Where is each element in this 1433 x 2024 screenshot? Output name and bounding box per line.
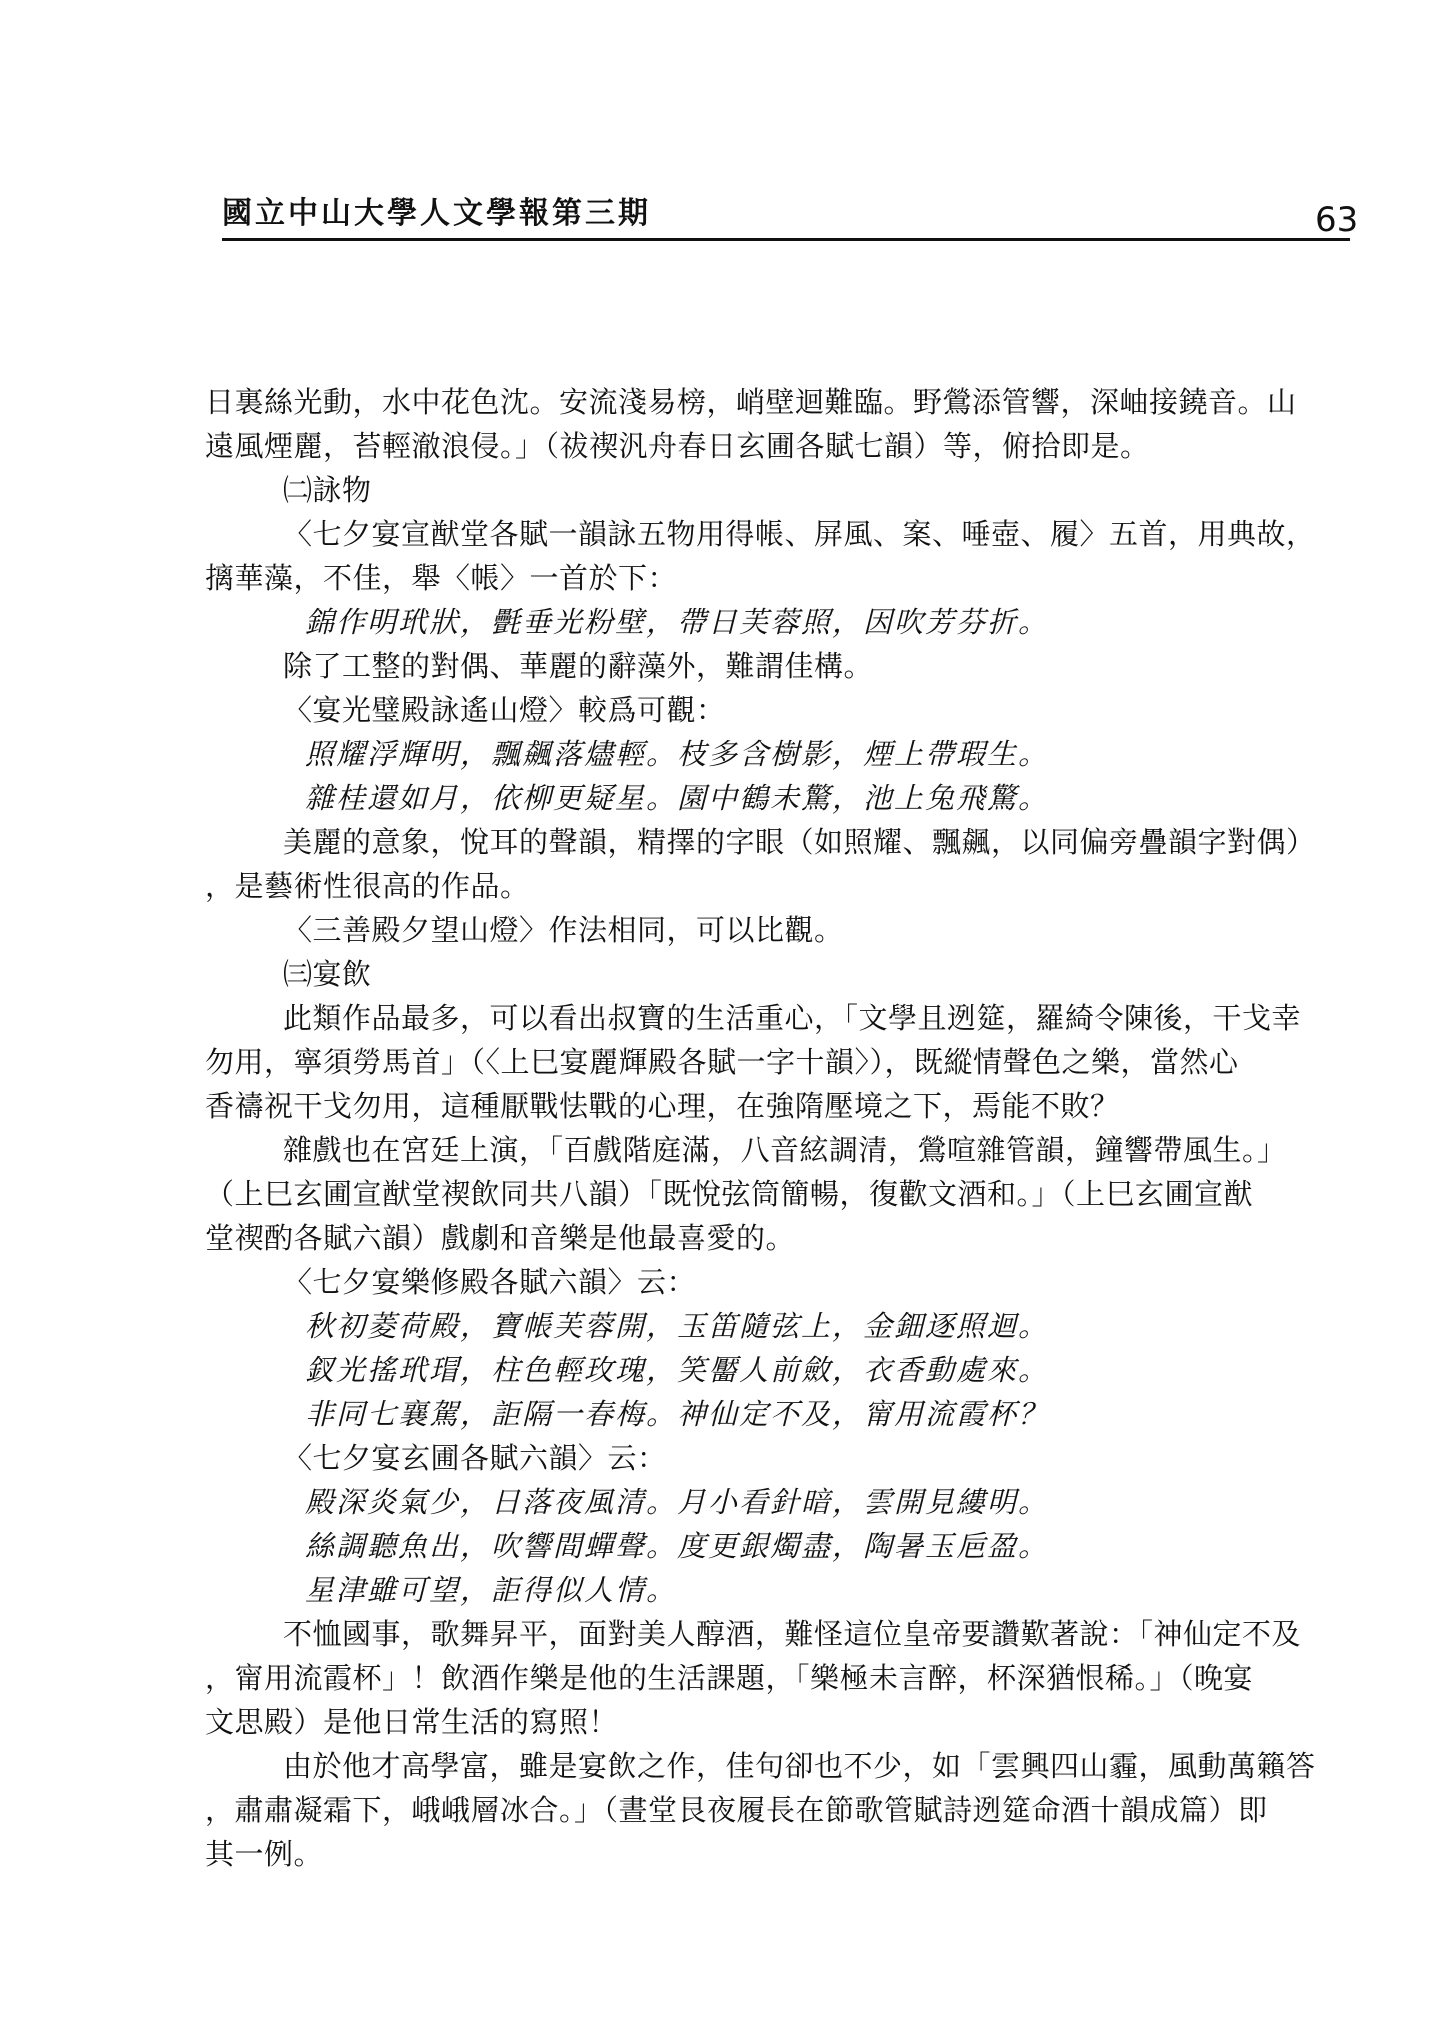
poem-line: 錦作明玳狀，㲲垂光粉壁，帶日芙蓉照，因吹芳芬折。 xyxy=(305,605,1050,639)
text-line: 摛華藻，不佳，舉〈帳〉一首於下： xyxy=(205,561,678,595)
page-number: 63 xyxy=(1315,200,1359,240)
text-line: （上巳玄圃宣猷堂禊飲同共八韻）「既悅弦筒簡暢，復歡文酒和。」（上巳玄圃宣猷 xyxy=(205,1177,1254,1211)
text-line: 〈七夕宴樂修殿各賦六韻〉云： xyxy=(283,1265,697,1299)
text-line: 此類作品最多，可以看出叔寶的生活重心，「文學且迾筵，羅綺令陳後，干戈幸 xyxy=(283,1001,1302,1035)
text-line: 勿用，寧須勞馬首」（〈上巳宴麗輝殿各賦一字十韻〉），既縱情聲色之樂，當然心 xyxy=(205,1045,1239,1079)
header-rule xyxy=(222,238,1350,241)
poem-line: 釵光搖玳瑁，柱色輕玫瑰，笑靨人前斂，衣香動處來。 xyxy=(305,1353,1050,1387)
poem-line: 絲調聽魚出，吹響間蟬聲。度更銀燭盡，陶暑玉巵盈。 xyxy=(305,1529,1050,1563)
text-line: 〈宴光璧殿詠遙山燈〉較爲可觀： xyxy=(283,693,726,727)
poem-line: 非同七襄駕，詎隔一春梅。神仙定不及，甯用流霞杯？ xyxy=(305,1397,1050,1431)
poem-line: 星津雖可望，詎得似人情。 xyxy=(305,1573,678,1607)
text-line: 不恤國事，歌舞昇平，面對美人醇酒，難怪這位皇帝要讚歎著說：「神仙定不及 xyxy=(283,1617,1302,1651)
poem-line: 雜桂還如月，依柳更疑星。園中鶴未驚，池上兔飛驚。 xyxy=(305,781,1050,815)
text-line: 〈七夕宴玄圃各賦六韻〉云： xyxy=(283,1441,667,1475)
text-line: 雜戲也在宮廷上演，「百戲階庭滿，八音絃調清，鶯喧雜管韻，鐘響帶風生。」 xyxy=(283,1133,1287,1167)
text-line: ，甯用流霞杯」！飲酒作樂是他的生活課題，「樂極未言醉，杯深猶恨稀。」（晚宴 xyxy=(205,1661,1254,1695)
text-line: 香禱祝干戈勿用，這種厭戰怯戰的心理，在強隋壓境之下，焉能不敗？ xyxy=(205,1089,1120,1123)
text-line: 其一例。 xyxy=(205,1837,324,1871)
text-line: 堂禊酌各賦六韻）戲劇和音樂是他最喜愛的。 xyxy=(205,1221,796,1255)
body-text xyxy=(205,380,1330,1876)
text-line: 遠風煙麗，苔輕澈浪侵。」（祓禊汎舟春日玄圃各賦七韻）等，俯拾即是。 xyxy=(205,429,1150,463)
text-line: 美麗的意象，悅耳的聲韻，精擇的字眼（如照耀、飄飆，以同偏旁疊韻字對偶） xyxy=(283,825,1316,859)
text-line: 日裏絲光動，水中花色沈。安流淺易榜，峭壁迴難臨。野鶯添管響，深岫接鐃音。山 xyxy=(205,385,1297,419)
section-heading: ㈢宴飲 xyxy=(283,957,372,991)
section-heading: ㈡詠物 xyxy=(283,473,372,507)
text-line: 〈三善殿夕望山燈〉作法相同，可以比觀。 xyxy=(283,913,844,947)
journal-title: 國立中山大學人文學報第三期 xyxy=(222,196,651,231)
text-line: 由於他才高學富，雖是宴飲之作，佳句卻也不少，如「雲興四山霾，風動萬籟答 xyxy=(283,1749,1316,1783)
text-line: ，是藝術性很高的作品。 xyxy=(205,869,530,903)
text-line: 除了工整的對偶、華麗的辭藻外，難謂佳構。 xyxy=(283,649,874,683)
poem-line: 秋初菱荷殿，寶帳芙蓉開，玉笛隨弦上，金鈿逐照迴。 xyxy=(305,1309,1050,1343)
text-line: 〈七夕宴宣猷堂各賦一韻詠五物用得帳、屏風、案、唾壺、履〉五首，用典故， xyxy=(283,517,1316,551)
text-line: 文思殿）是他日常生活的寫照！ xyxy=(205,1705,619,1739)
poem-line: 殿深炎氣少，日落夜風清。月小看針暗，雲開見縷明。 xyxy=(305,1485,1050,1519)
poem-line: 照耀浮輝明，飄飆落燼輕。枝多含樹影，煙上帶瑕生。 xyxy=(305,737,1050,771)
text-line: ，肅肅凝霜下，峨峨層冰合。」（晝堂艮夜履長在節歌管賦詩迾筵命酒十韻成篇）即 xyxy=(205,1793,1268,1827)
